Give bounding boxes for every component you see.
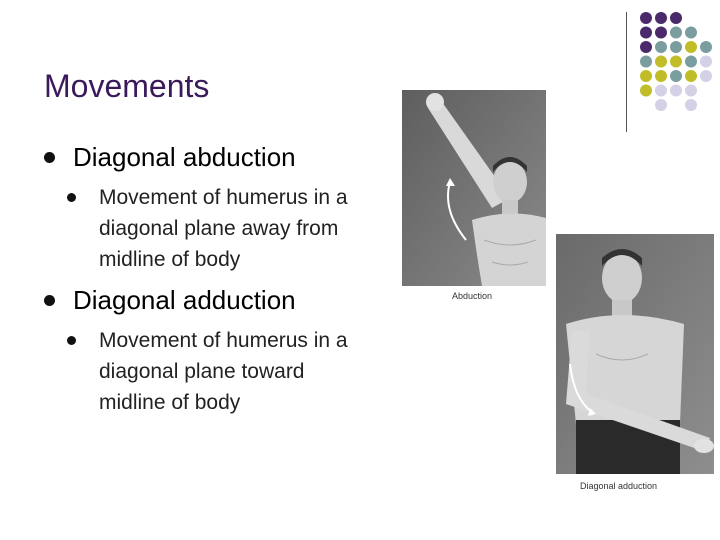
- sub-bullet-abduction: [99, 182, 348, 275]
- decorative-dot: [685, 56, 697, 68]
- sub-bullet-line: Movement of humerus in a: [99, 329, 348, 352]
- decorative-dot: [700, 56, 712, 68]
- decorative-dot: [640, 85, 652, 97]
- decorative-dot: [670, 70, 682, 82]
- decorative-dot: [640, 56, 652, 68]
- bullet-dot-icon: [44, 295, 55, 306]
- sub-bullet-line: midline of body: [99, 248, 241, 271]
- adduction-photo: [556, 234, 714, 474]
- sub-bullet-line: midline of body: [99, 391, 241, 414]
- decorative-dot: [655, 12, 667, 24]
- decorative-dot: [655, 99, 667, 111]
- sub-bullet-line: Movement of humerus in a: [99, 186, 348, 209]
- bullet-diagonal-abduction: [73, 142, 296, 172]
- abduction-photo: [402, 90, 546, 286]
- decorative-dot: [655, 70, 667, 82]
- decorative-dot: [640, 12, 652, 24]
- decorative-dot: [685, 70, 697, 82]
- decorative-dot: [655, 85, 667, 97]
- decorative-dot-grid: [638, 10, 720, 120]
- decorative-dot: [685, 85, 697, 97]
- decorative-dot: [670, 41, 682, 53]
- adduction-figure-illustration: [556, 234, 714, 474]
- sub-bullet-line: diagonal plane toward: [99, 360, 305, 383]
- sub-bullet-adduction: [99, 325, 348, 418]
- decorative-dot: [685, 41, 697, 53]
- sub-bullet-dot-icon: [67, 193, 76, 202]
- slide-title: Movements: [44, 68, 210, 104]
- decorative-dot: [700, 70, 712, 82]
- bullet-label: Diagonal abduction: [73, 142, 296, 172]
- decorative-dot: [670, 85, 682, 97]
- decorative-dot: [640, 41, 652, 53]
- decorative-dot: [655, 56, 667, 68]
- decorative-dot: [685, 27, 697, 39]
- decorative-dot: [670, 27, 682, 39]
- sub-bullet-dot-icon: [67, 336, 76, 345]
- abduction-caption: Abduction: [452, 291, 493, 301]
- sub-bullet-line: diagonal plane away from: [99, 217, 339, 240]
- decorative-dot: [700, 41, 712, 53]
- decorative-dot: [670, 56, 682, 68]
- decorative-dot: [655, 41, 667, 53]
- decorative-dot: [640, 27, 652, 39]
- decorative-dot: [670, 12, 682, 24]
- decorative-dot: [685, 99, 697, 111]
- decorative-dot: [655, 27, 667, 39]
- bullet-label: Diagonal adduction: [73, 285, 296, 315]
- bullet-diagonal-adduction: [73, 285, 296, 315]
- abduction-figure-illustration: [402, 90, 546, 286]
- adduction-caption: Diagonal adduction: [580, 481, 658, 491]
- decorative-divider: [626, 12, 627, 132]
- decorative-dot: [640, 70, 652, 82]
- bullet-dot-icon: [44, 152, 55, 163]
